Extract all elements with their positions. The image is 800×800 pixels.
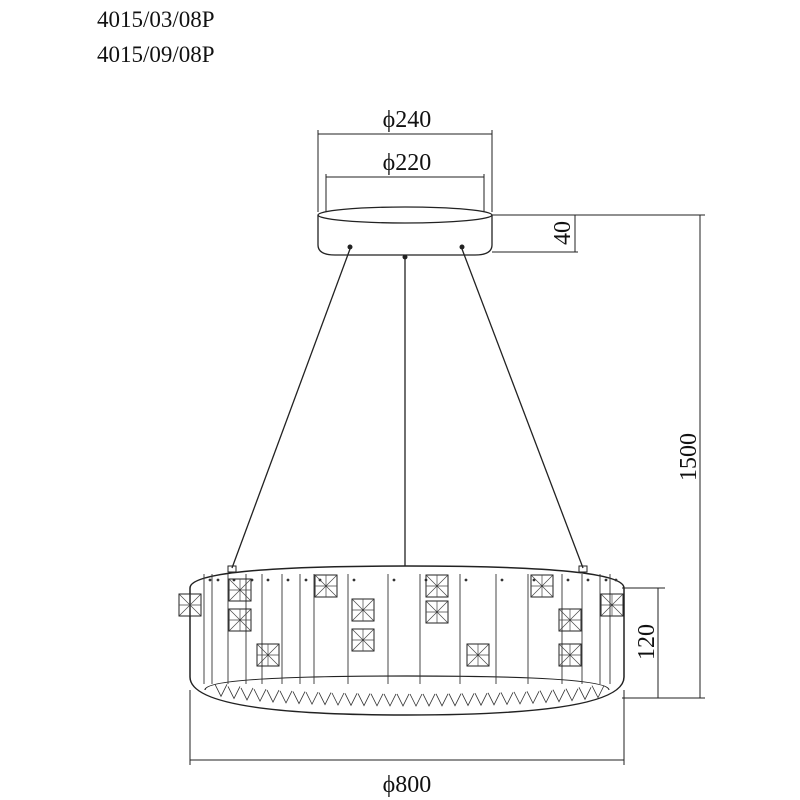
crystal-drop — [397, 694, 409, 706]
crystal-facets — [559, 644, 581, 666]
panel-dot — [267, 579, 270, 582]
crystal-drop — [436, 694, 448, 706]
crystal-drop — [527, 691, 539, 703]
panel-dot — [615, 579, 618, 582]
crystal-facets — [559, 609, 581, 631]
crystal-facets — [229, 579, 251, 601]
crystal-drop — [592, 686, 604, 698]
ring-diameter-label: ϕ800 — [382, 772, 432, 798]
crystal-facets — [467, 644, 489, 666]
crystal-drop — [241, 688, 253, 700]
crystal-drop — [345, 693, 357, 705]
crystal-drop — [579, 687, 591, 699]
crystal-drop — [254, 689, 266, 701]
canopy-height-dimension — [492, 215, 705, 252]
panel-dot — [567, 579, 570, 582]
crystal-drop — [306, 692, 318, 704]
crystal-facets — [352, 599, 374, 621]
crystal-drop — [501, 692, 513, 704]
canopy — [318, 207, 492, 260]
model-number-1: 4015/03/08P — [97, 7, 215, 32]
crystal-bottom-row — [215, 684, 604, 706]
crystal-drop — [449, 694, 461, 706]
crystal-drop — [384, 694, 396, 706]
crystal-ring — [179, 566, 624, 715]
model-number-2: 4015/09/08P — [97, 42, 215, 67]
panel-dot — [465, 579, 468, 582]
panel-dot — [393, 579, 396, 582]
crystal-facets — [229, 609, 251, 631]
crystal-facets — [426, 575, 448, 597]
crystal-facets — [352, 629, 374, 651]
crystal-drop — [215, 684, 227, 696]
panel-dot — [605, 579, 608, 582]
crystal-drop — [410, 694, 422, 706]
crystal-drop — [228, 686, 240, 698]
canopy-height-label: 40 — [550, 221, 576, 245]
panel-dot — [209, 579, 212, 582]
total-height-label: 1500 — [676, 433, 702, 481]
canopy-outer-diameter-label: ϕ240 — [382, 107, 432, 133]
crystal-drop — [462, 693, 474, 705]
crystal-drop — [280, 691, 292, 703]
panel-dot — [353, 579, 356, 582]
crystal-drop — [553, 690, 565, 702]
panel-dot — [305, 579, 308, 582]
panel-dot — [217, 579, 220, 582]
ring-height-dimension — [622, 588, 665, 698]
crystal-facets — [426, 601, 448, 623]
panel-dot — [587, 579, 590, 582]
ring-height-label: 120 — [634, 624, 660, 660]
crystal-facets — [531, 575, 553, 597]
panel-dot — [287, 579, 290, 582]
panel-dot — [501, 579, 504, 582]
crystal-panels — [204, 574, 617, 684]
crystal-drop — [566, 689, 578, 701]
crystal-drop — [488, 693, 500, 705]
crystal-drop — [319, 693, 331, 705]
crystal-drop — [358, 694, 370, 706]
canopy-inner-diameter-dimension — [326, 150, 484, 212]
crystal-facets — [257, 644, 279, 666]
crystal-facets — [601, 594, 623, 616]
crystal-drop — [514, 692, 526, 704]
crystal-drop — [332, 693, 344, 705]
suspension-cables — [228, 249, 587, 572]
crystal-drop — [423, 694, 435, 706]
crystal-drop — [540, 691, 552, 703]
crystal-facets — [179, 594, 201, 616]
crystal-facets — [315, 575, 337, 597]
crystal-drop — [371, 694, 383, 706]
canopy-inner-diameter-label: ϕ220 — [382, 150, 432, 176]
ring-diameter-dimension — [190, 690, 624, 798]
crystal-drop — [267, 690, 279, 702]
crystal-drop — [475, 693, 487, 705]
crystal-drop — [293, 692, 305, 704]
